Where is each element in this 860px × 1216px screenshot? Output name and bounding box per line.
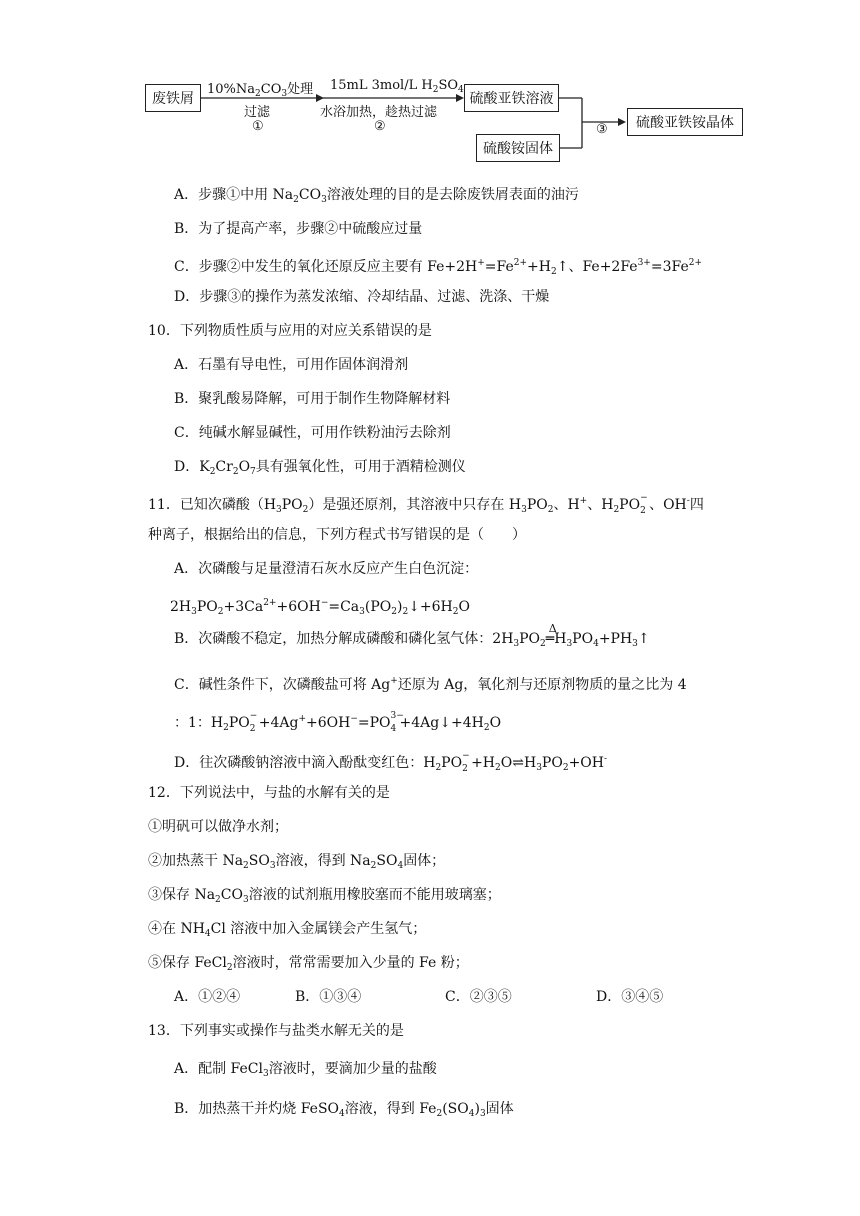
q11-option-c: C．碱性条件下，次磷酸盐可将 Ag+还原为 Ag，氧化剂与还原剂物质的量之比为 4	[174, 676, 687, 693]
q12-option-b: B．①③④	[295, 989, 362, 1005]
step1-number: ①	[252, 119, 264, 134]
q10-option-d: D．$K_2Cr_2O_7$具有强氧化性，可用于酒精检测仪	[174, 459, 466, 477]
q10-stem: 10．下列物质性质与应用的对应关系错误的是	[148, 323, 432, 339]
step2-operation: 水浴加热，趁热过滤	[320, 105, 438, 120]
step1-reagent: $10\%Na_2CO_3$处理	[207, 82, 314, 99]
step1-operation: 过滤	[244, 105, 271, 120]
q13-stem: 13．下列事实或操作与盐类水解无关的是	[148, 1023, 404, 1039]
box-ammonium-sulfate-solid: 硫酸铵固体	[476, 134, 560, 162]
q9-option-d: D．步骤③的操作为蒸发浓缩、冷却结晶、过滤、洗涤、干燥	[174, 289, 550, 305]
q12-item-5: ⑤保存 FeCl$_2$溶液时，常常需要加入少量的 Fe 粉；	[148, 955, 469, 973]
q12-stem: 12．下列说法中，与盐的水解有关的是	[148, 785, 390, 801]
q12-option-c: C．②③⑤	[445, 989, 512, 1005]
q11-option-c-equation: ：1：$H_2PO$ − 2 +4Ag++6OH−=PO 3− 4 $+4Ag↓+4H_2O$	[174, 711, 502, 734]
q12-item-3: ③保存 $Na_2CO_3$溶液的试剂瓶用橡胶塞而不能用玻璃塞；	[148, 887, 501, 905]
box-ferrous-sulfate-solution: 硫酸亚铁溶液	[464, 84, 559, 112]
q12-option-d: D．③④⑤	[596, 989, 664, 1005]
q13-option-a: A．配制 FeCl$_3$溶液时，要滴加少量的盐酸	[174, 1061, 437, 1079]
q12-item-1: ①明矾可以做净水剂；	[148, 819, 288, 835]
box-scrap-iron: 废铁屑	[145, 84, 201, 112]
step2-reagent: 15mL 3mol/L $H_2SO_4$	[330, 78, 464, 95]
q9-option-a: A．步骤①中用 $Na_2CO_3$溶液处理的目的是去除废铁屑表面的油污	[174, 187, 579, 205]
q9-option-c: C．步骤②中发生的氧化还原反应主要有 $Fe+2H^+=Fe^{2+}+H_2↑$、$Fe+2Fe^{3+}=3Fe^{2+}$	[174, 258, 703, 277]
q10-option-c: C．纯碱水解显碱性，可用作铁粉油污去除剂	[174, 425, 451, 441]
q12-item-2: ②加热蒸干 $Na_2SO_3$溶液，得到 $Na_2SO_4$固体；	[148, 853, 446, 871]
q10-option-b: B．聚乳酸易降解，可用于制作生物降解材料	[174, 391, 451, 407]
q9-option-b: B．为了提高产率，步骤②中硫酸应过量	[174, 221, 423, 237]
step2-number: ②	[374, 119, 386, 134]
q11-option-a: A．次磷酸与足量澄清石灰水反应产生白色沉淀：	[174, 561, 479, 577]
step3-number: ③	[596, 122, 608, 137]
q10-option-a: A．石墨有导电性，可用作固体润滑剂	[174, 357, 409, 373]
q13-option-b: B．加热蒸干并灼烧 FeSO$_4$溶液，得到 $Fe_2(SO_4)_3$固体	[174, 1101, 514, 1119]
q11-option-d: D．往次磷酸钠溶液中滴入酚酞变红色：$H_2PO$ − 2 $+H_2O\rightleftharpoons H_3PO_2+OH^-$	[174, 751, 608, 774]
q11-option-b: B．次磷酸不稳定，加热分解成磷酸和磷化氢气体：$2H_3PO_2$ Δ $═H_3PO_4+PH_3↑$	[174, 622, 650, 649]
q11-stem-line1: 11．已知次磷酸$(H_3PO_2)$是强还原剂，其溶液中只存在 $H_3PO_2$、H+、$H_2PO$ − 2 、OH-四	[148, 493, 704, 516]
q11-option-a-equation: $2H_3PO_2+3Ca^{2+}+6OH^-=Ca_3(PO_2)_2↓+6H_2O$	[170, 598, 470, 617]
q11-stem-line2: 种离子，根据给出的信息，下列方程式书写错误的是（ ）	[148, 527, 526, 543]
box-product-crystal: 硫酸亚铁铵晶体	[627, 108, 743, 136]
q12-option-a: A．①②④	[174, 989, 241, 1005]
q12-item-4: ④在 $NH_4Cl$ 溶液中加入金属镁会产生氢气；	[148, 921, 427, 939]
